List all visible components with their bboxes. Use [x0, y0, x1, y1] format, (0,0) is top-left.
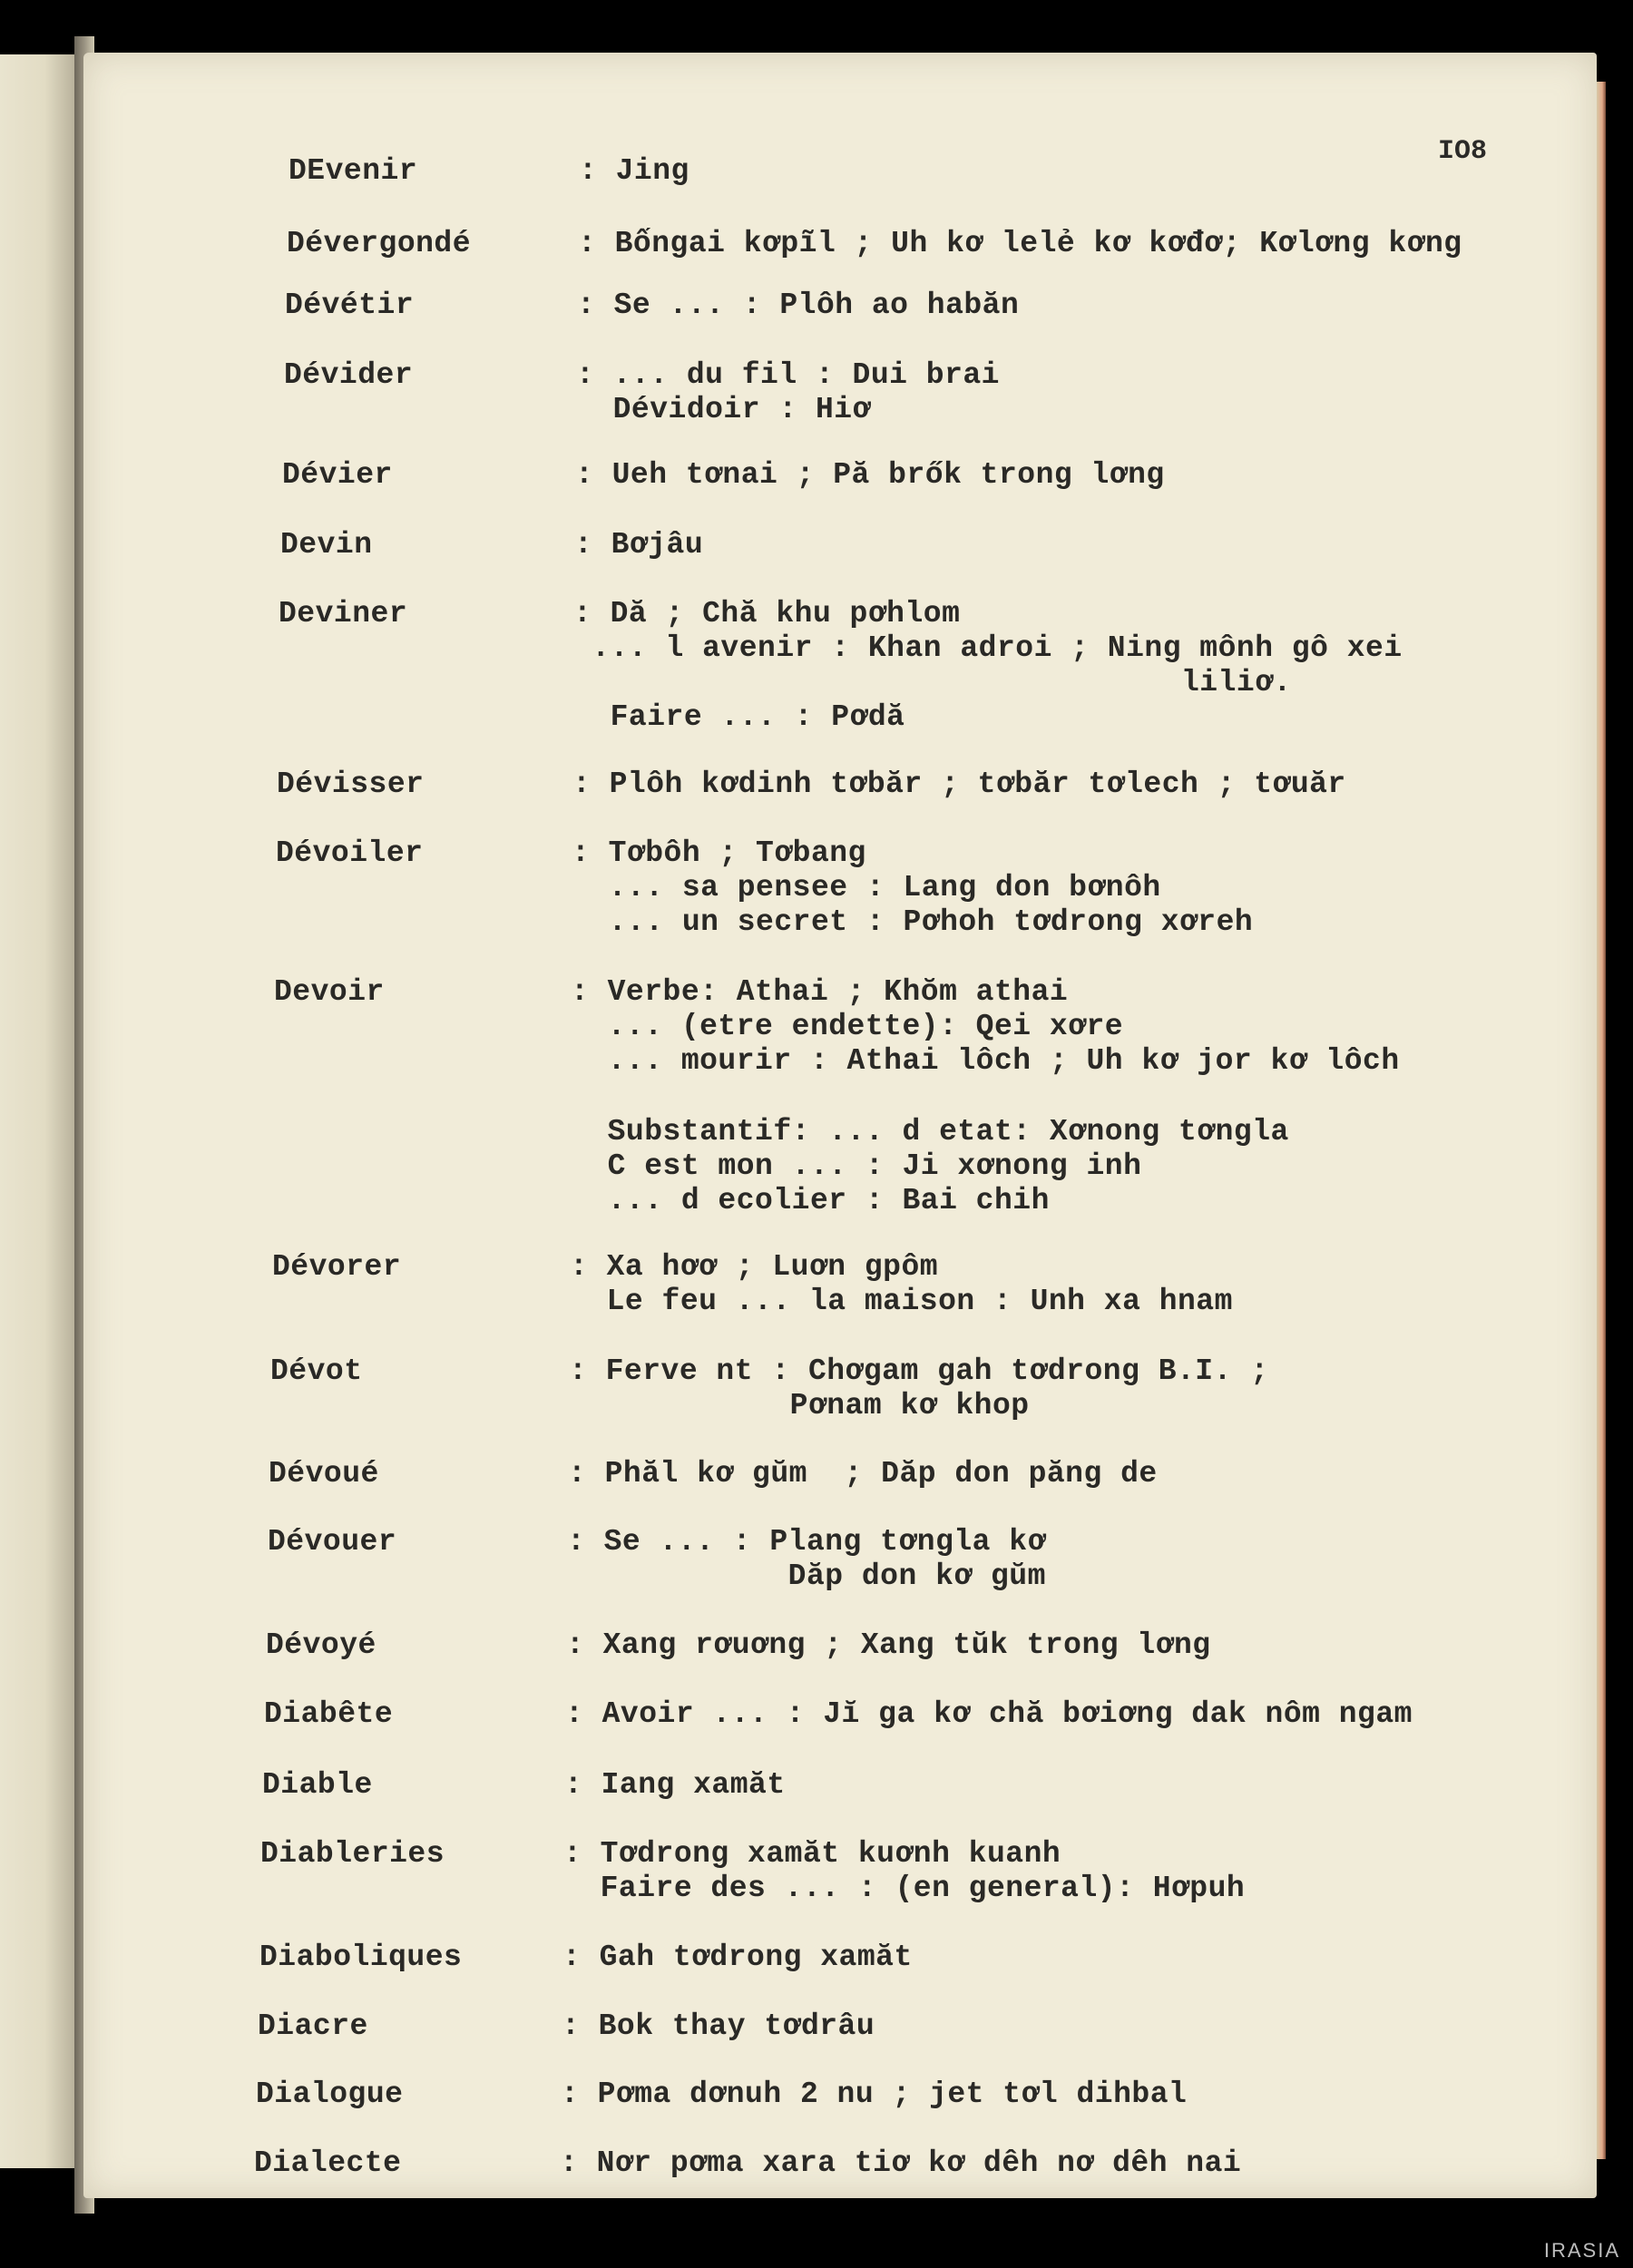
entry-term: Dialogue: [256, 2077, 404, 2111]
entry-term: Diabête: [264, 1697, 394, 1731]
entry-term: Dévider: [284, 358, 414, 392]
entry-term: Diable: [262, 1768, 373, 1802]
entry-term: Dévergondé: [287, 227, 472, 260]
entry-term: Dévisser: [277, 767, 425, 801]
entry-definition-line: : Ferve nt : Chơgam gah tơdrong B.I. ;: [569, 1354, 1269, 1388]
entry-term: DEvenir: [288, 154, 418, 188]
entry-definition-line: : Phăl kơ gŭm ; Dăp don păng de: [568, 1457, 1158, 1491]
entry-term: Dévoyé: [266, 1628, 376, 1662]
page-number: IO8: [1438, 136, 1488, 167]
entry-definition-line: Dévidoir : Hiơ: [576, 393, 871, 426]
entry-definition-line: : Jing: [579, 154, 689, 188]
entry-term: Dévoiler: [276, 836, 424, 870]
entry-term: Devin: [280, 528, 373, 562]
entry-definition-line: Pơnam kơ khop: [569, 1389, 1030, 1422]
entry-definition-line: Le feu ... la maison : Unh xa hnam: [570, 1285, 1233, 1318]
entry-definition-line: C est mon ... : Ji xơnong inh: [571, 1149, 1142, 1183]
entry-definition-line: : Xang rơuơng ; Xang tŭk trong lơng: [566, 1628, 1211, 1662]
entry-term: Dialecte: [254, 2146, 402, 2180]
entry-term: Dévétir: [285, 288, 415, 322]
entry-definition-line: : Iang xamăt: [564, 1768, 786, 1802]
entry-definition-line: ... d ecolier : Bai chih: [571, 1184, 1050, 1217]
entry-definition-line: : Avoir ... : Jĭ ga kơ chă bơiơng dak nôm ngam: [565, 1697, 1413, 1731]
entry-term: Diaboliques: [259, 1941, 463, 1974]
entry-term: Devoir: [274, 975, 385, 1009]
entry-term: Dévouer: [268, 1525, 397, 1559]
entry-definition-line: ... mourir : Athai lôch ; Uh kơ jor kơ lôch: [571, 1044, 1400, 1078]
entry-definition-line: ... (etre endette): Qei xơre: [571, 1010, 1124, 1043]
entry-term: Dévoué: [269, 1457, 379, 1491]
entry-term: Dévot: [270, 1354, 363, 1388]
entry-definition-line: : Bốngai kơpĩl ; Uh kơ lelẻ kơ kơđơ; Kơlơng kơng: [578, 227, 1462, 260]
entry-definition-line: : Dă ; Chă khu pơhlom: [573, 597, 961, 631]
entry-definition-line: Faire ... : Pơdă: [573, 700, 905, 734]
entry-definition-line: Substantif: ... d etat: Xơnong tơngla: [571, 1115, 1289, 1149]
watermark: IRASIA: [1543, 2239, 1620, 2262]
entry-term: Diableries: [260, 1837, 445, 1871]
entry-definition-line: Dăp don kơ gŭm: [567, 1559, 1046, 1593]
entry-definition-line: : Nơr pơma xara tiơ kơ dêh nơ dêh nai: [560, 2146, 1242, 2180]
entry-definition-line: : Tơbôh ; Tơbang: [572, 836, 866, 870]
entry-definition-line: : Tơdrong xamăt kuơnh kuanh: [563, 1837, 1061, 1871]
entry-definition-line: : Pơma dơnuh 2 nu ; jet tơl dihbal: [561, 2077, 1188, 2111]
entry-definition-line: : Plôh kơdinh tơbăr ; tơbăr tơlech ; tơuăr: [572, 767, 1346, 801]
entry-definition-line: Faire des ... : (en general): Hơpuh: [563, 1872, 1246, 1905]
entry-definition-line: : Bơjâu: [574, 528, 704, 562]
entry-definition-line: ... sa pensee : Lang don bơnôh: [572, 871, 1161, 904]
entry-definition-line: : ... du fil : Dui brai: [576, 358, 1000, 392]
entry-definition-line: ... l avenir : Khan adroi ; Ning mônh gô xei: [573, 631, 1403, 665]
entry-term: Dévorer: [272, 1250, 402, 1284]
entry-term: Deviner: [279, 597, 408, 631]
entry-term: Dévier: [282, 458, 393, 492]
entry-definition-line: ... un secret : Pơhoh tơdrong xơreh: [572, 905, 1254, 939]
entry-definition-line: : Se ... : Plang tơngla kơ: [567, 1525, 1046, 1559]
entry-definition-line: : Verbe: Athai ; Khŏm athai: [571, 975, 1069, 1009]
entry-definition-line: liliơ.: [573, 666, 1292, 699]
entry-definition-line: : Xa hơơ ; Luơn gpôm: [570, 1250, 939, 1284]
entry-term: Diacre: [258, 2009, 368, 2043]
entry-definition-line: : Bok thay tơdrâu: [562, 2009, 875, 2043]
entry-definition-line: : Gah tơdrong xamăt: [562, 1941, 913, 1974]
entry-definition-line: : Se ... : Plôh ao habăn: [577, 288, 1020, 322]
entry-definition-line: : Ueh tơnai ; Pă brők trong lơng: [575, 458, 1165, 492]
